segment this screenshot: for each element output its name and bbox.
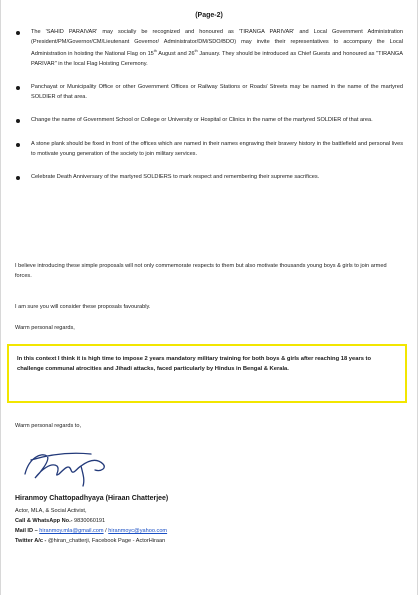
list-item: Change the name of Government School or College or University or Hospital or Clinics in the name of the martyred SOLDIER of that area.: [15, 116, 403, 126]
list-item: A stone plank should be fixed in front of the offices which are named in their names engraving their bravery history in the battlefield and personal lives to motivate young generation of the society to join military services.: [15, 140, 403, 159]
email-link-gmail[interactable]: hiranmoy.mla@gmail.com: [39, 528, 104, 534]
signatory-name: Hiranmoy Chattopadhyaya (Hiraan Chatterjee): [15, 495, 169, 502]
list-item: The 'SAHID PARAIVAR' may socially be recognized and honoured as 'TIRANGA PARIVAR' and Local Government Administration (President/PM/Governor/CM/Lieutenant Governor/ Administrator/DM/SDO/BDO) may invite their representatives to accompany the Local Administration in hoisting the National Flag on 15th August and 26th January. They should be introduced as Chief Guests and honoured as "TIRANGA PARIVAR" in the local Flag Hoisting Ceremony.: [15, 28, 403, 69]
contact-social: Twitter A/c - @hiran_chatterji, Facebook Page - ActorHiraan: [15, 538, 166, 544]
bullet-icon: [16, 119, 20, 123]
email-link-yahoo[interactable]: hiranmoyc@yahoo.com: [108, 528, 168, 534]
sure-paragraph: I am sure you will consider these proposals favourably.: [15, 304, 151, 310]
page-number: (Page-2): [195, 12, 223, 19]
bullet-icon: [16, 143, 20, 147]
list-item: Celebrate Death Anniversary of the martyred SOLDIERS to mark respect and remembering their supreme sacrifices.: [15, 173, 403, 183]
contact-phone: Call & WhatsApp No.- 9830060191: [15, 518, 106, 524]
proposal-list: [15, 28, 403, 197]
bullet-icon: [16, 31, 20, 35]
contact-email: Mail ID – hiranmoy.mla@gmail.com / hiranmoyc@yahoo.com: [15, 528, 168, 534]
bullet-icon: [16, 176, 20, 180]
believe-paragraph: I believe introducing these simple proposals will not only commemorate respects to them but also motivate thousands young boys & girls to join armed forces.: [15, 263, 387, 279]
handwritten-signature: [21, 444, 111, 488]
highlighted-paragraph: In this context I think it is high time to impose 2 years mandatory military training for both boys & girls after reaching 18 years to challenge communal atrocities and Jihadi attacks, faced particularly by Hindus in Bengal & Kerala.: [7, 344, 407, 403]
regards-to-line: Warm personal regards to,: [15, 423, 82, 429]
regards-line: Warm personal regards,: [15, 325, 75, 331]
bullet-icon: [16, 86, 20, 90]
list-item: Panchayat or Municipality Office or other Government Offices or Railway Stations or Roads/ Streets may be named in the name of the martyred SOLDIER of that area.: [15, 83, 403, 102]
signatory-title: Actor, MLA, & Social Activist,: [15, 508, 87, 514]
